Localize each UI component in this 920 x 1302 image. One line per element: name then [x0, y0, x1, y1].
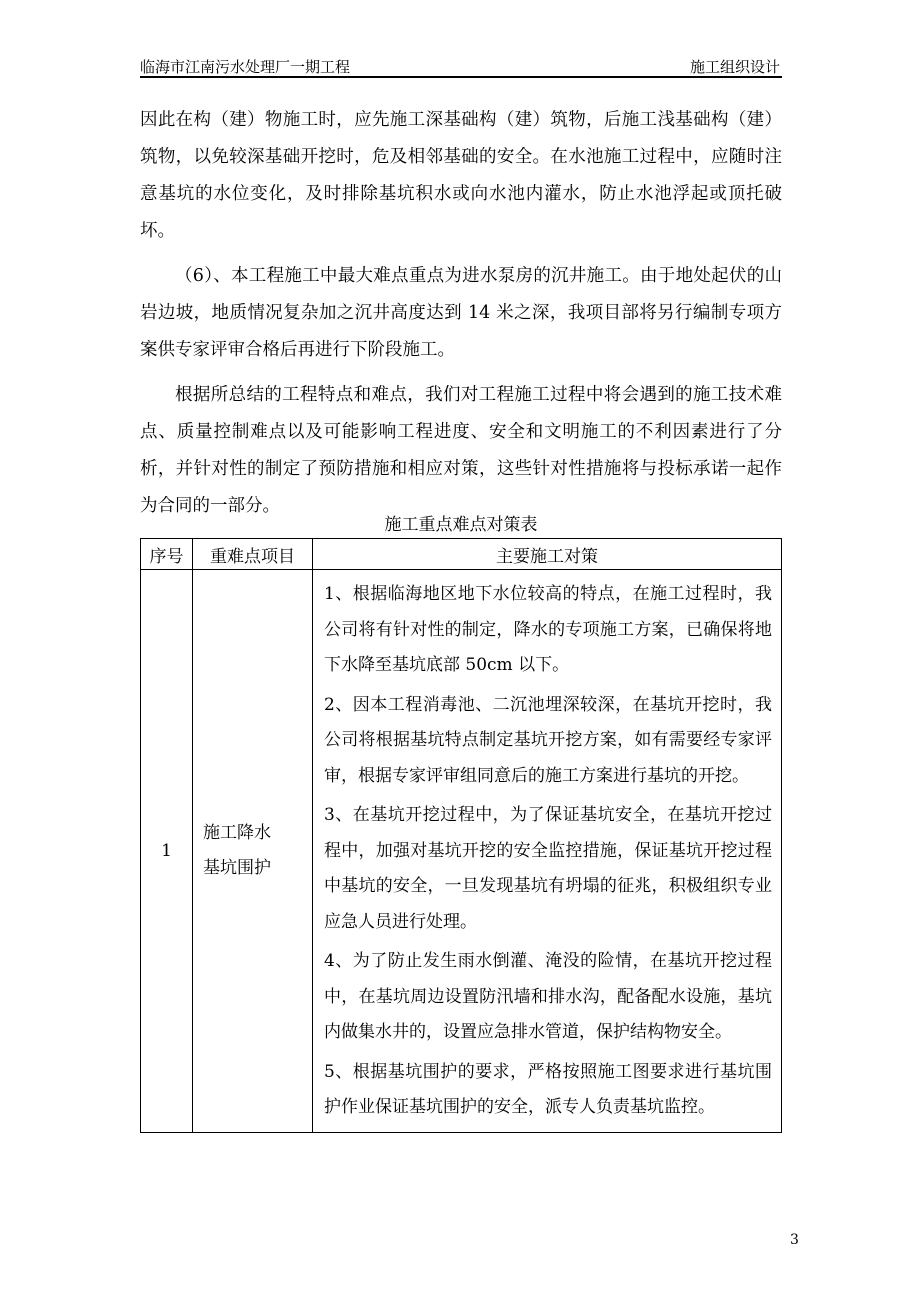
page-header [140, 50, 782, 78]
row-number: 1 [141, 570, 193, 1133]
key-difficulties-table [140, 538, 782, 1133]
header-section-name: 施工组织设计 [689, 58, 780, 76]
page-number: 3 [790, 1232, 799, 1248]
measure-3: 3、在基坑开挖过程中，为了保证基坑安全，在基坑开挖过程中，加强对基坑开挖的安全监控措施，保证基坑开挖过程中基坑的安全，一旦发现基坑有坍塌的征兆，积极组织专业应急人员进行处理。 [324, 805, 772, 932]
measure-1: 1、根据临海地区地下水位较高的特点，在施工过程时，我公司将有针对性的制定，降水的专项施工方案，已确保将地下水降至基坑底部 50cm 以下。 [324, 584, 772, 675]
table-caption: 施工重点难点对策表 [384, 515, 538, 535]
measure-2: 2、因本工程消毒池、二沉池埋深较深，在基坑开挖时，我公司将根据基坑特点制定基坑开挖方案，如有需要经专家评审，根据专家评审组同意后的施工方案进行基坑的开挖。 [324, 694, 772, 786]
measure-5: 5、根据基坑围护的要求，严格按照施工图要求进行基坑围护作业保证基坑围护的安全，派专人负责基坑监控。 [324, 1061, 772, 1117]
row-item-line-2: 基坑围护 [203, 857, 271, 878]
row-measures [313, 570, 782, 1133]
paragraph-3: 根据所总结的工程特点和难点，我们对工程施工过程中将会遇到的施工技术难点、质量控制难点以及可能影响工程进度、安全和文明施工的不利因素进行了分析，并针对性的制定了预防措施和相应对策，这些针对性措施将与投标承诺一起作为合同的一部分。 [140, 385, 782, 516]
row-item-line-1: 施工降水 [203, 822, 271, 843]
measure-4: 4、为了防止发生雨水倒灌、淹没的险情，在基坑开挖过程中，在基坑周边设置防汛墙和排水沟，配备配水设施，基坑内做集水井的，设置应急排水管道，保护结构物安全。 [324, 951, 772, 1042]
header-measures: 主要施工对策 [313, 539, 782, 570]
table-header-row [141, 539, 782, 570]
body-text [140, 102, 782, 533]
header-number: 序号 [141, 539, 193, 570]
header-item: 重难点项目 [193, 539, 313, 570]
header-project-name: 临海市江南污水处理厂一期工程 [140, 58, 351, 76]
paragraph-1: 因此在构（建）物施工时，应先施工深基础构（建）筑物，后施工浅基础构（建）筑物，以免较深基础开挖时，危及相邻基础的安全。在水池施工过程中，应随时注意基坑的水位变化，及时排除基坑积水或向水池内灌水，防止水池浮起或顶托破坏。 [140, 110, 782, 241]
row-item [193, 570, 313, 1133]
paragraph-2: （6）、本工程施工中最大难点重点为进水泵房的沉井施工。由于地处起伏的山岩边坡，地质情况复杂加之沉井高度达到 14 米之深，我项目部将另行编制专项方案供专家评审合格后再进行下阶段施工。 [140, 266, 782, 360]
table-row [141, 570, 782, 1133]
